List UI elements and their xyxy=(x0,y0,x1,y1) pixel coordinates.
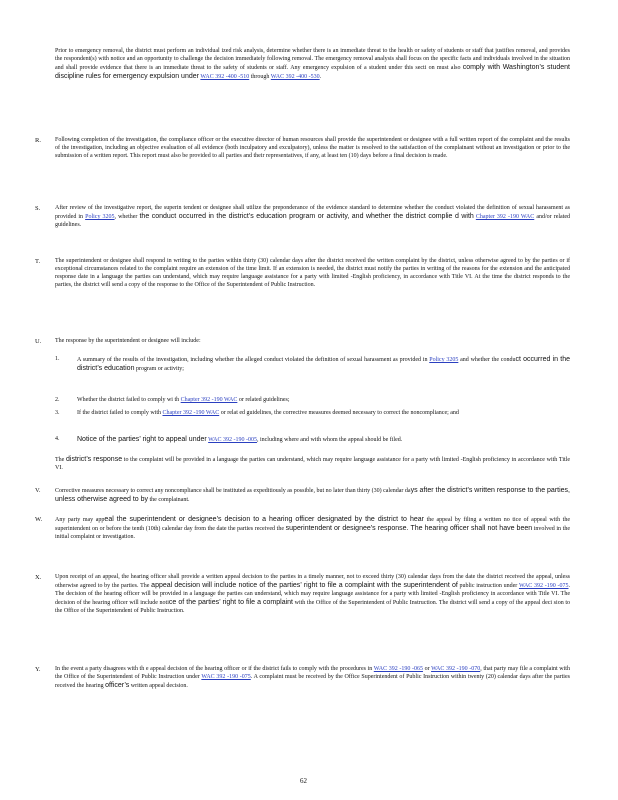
section-label: W. xyxy=(35,516,43,523)
section-text: to the complaint will be provided in a language the parties can understand, which may require language assistance for a party with limited -English proficiency in accordance with Title VI. xyxy=(55,457,570,471)
wac-chapter-link[interactable]: Chapter 392 -190 WAC xyxy=(475,213,535,220)
section-text: , that party may file a complaint with the Office of the Superintendent of Public Instruction under xyxy=(55,666,570,680)
section-s xyxy=(35,205,571,230)
list-number: 2. xyxy=(55,397,60,403)
list-text: and whether the condu xyxy=(460,357,516,363)
wac-link[interactable]: WAC 392 -400 -510 xyxy=(200,73,250,80)
section-text: The superintendent or designee shall respond in writing to the parties within thirty (30) calendar days after the district received the written complaint by the district, unless otherwise agreed to by the parties or if exceptional circumstances related to the complaint require an extension of the time limit. If an extension is needed, the district must notify the parties in writing of the reasons for the extension and the anticipated response date in a language the parties can understand, which may require language assistance for a party with limited -English proficiency, in accordance with Title VI. At the time the district responds to the parties, the district will send a copy of the response to the Office of the Superintendent of Public Instruction. xyxy=(55,258,570,288)
section-text: . A complaint must be received by the Office Superintendent of Public Instruction within twenty (20) calendar days after the parties received the hearing xyxy=(55,673,570,689)
section-u-response-note xyxy=(55,456,570,473)
list-text: A summary of the results of the investigation, including whether the alleged conduct violated the definition of sexual harassment as provided in xyxy=(77,357,428,363)
wac-chapter-link[interactable]: Chapter 392 -190 WAC xyxy=(162,410,220,416)
list-number: 4. xyxy=(55,436,60,442)
section-text: After review of the investigative report, the superin tendent or designee shall utilize the preponderance of the evidence standard to determine whether the conduct violated the definition of sexual harassment as provided in xyxy=(55,205,570,220)
wac-link[interactable]: WAC 392 -190 -070 xyxy=(431,666,481,672)
list-emphasis-text: Notice of the parties’ right to appeal under xyxy=(77,436,207,443)
section-text: the complainant. xyxy=(149,496,190,503)
section-emphasis-text: the conduct occurred in the district’s education program or activity, and whether the district complie d with xyxy=(139,212,474,220)
section-emphasis-text: officer’s xyxy=(105,681,130,689)
policy-link[interactable]: Policy 3205 xyxy=(85,213,115,220)
wac-link[interactable]: WAC 392 -400 -530 xyxy=(270,73,320,80)
intro-text: . xyxy=(319,73,322,80)
list-item xyxy=(55,397,570,405)
section-text: The response by the superintendent or designee will include: xyxy=(55,338,201,344)
list-number: 1. xyxy=(55,356,60,362)
section-r xyxy=(35,137,570,161)
list-text: If the district failed to comply with xyxy=(77,410,161,416)
section-text: The xyxy=(55,457,65,463)
section-text: Following completion of the investigation, the compliance officer or the executive director of human resources shall provide the superintendent or designee with a full written report of the complaint and the results of the investigation, including an objective evaluation of all evidence (both inculpatory and exculpatory), unless the matter is resolved to the satisfaction of the complainant without an investigation or prior to the submission of a written report. This report must also be provided to all parties and their representatives, if any, at least ten (10) days before a final decision is made. xyxy=(55,137,570,159)
list-item xyxy=(55,410,570,418)
wac-link[interactable]: WAC 392 -190 -075 xyxy=(201,673,251,680)
section-emphasis-text: ys after the district’s written response to the parties, unless otherwise agreed to by xyxy=(55,487,570,503)
section-text: public instruction under xyxy=(459,582,518,589)
section-text: Corrective measures necessary to correct any noncompliance shall be instituted as expeditiously as possible, but no later than thirty (30) calendar da xyxy=(55,488,411,494)
list-text: Whether the district failed to comply wi th xyxy=(77,397,180,403)
list-text: or related guidelines; xyxy=(238,397,290,403)
wac-link[interactable]: WAC 392 -190 -005 xyxy=(208,437,257,443)
section-text: Any party may app xyxy=(55,517,105,523)
section-emphasis-text: superintendent or designee’s response. The hearing officer shall not have been xyxy=(285,524,533,532)
list-text: or relat ed guidelines, the corrective measures deemed necessary to correct the noncompliance; and xyxy=(220,410,459,416)
list-number: 3. xyxy=(55,410,60,416)
section-u xyxy=(35,338,570,346)
section-label: R. xyxy=(35,137,41,144)
section-y xyxy=(35,666,570,691)
section-t xyxy=(35,258,570,290)
section-label: S. xyxy=(35,205,41,212)
policy-link[interactable]: Policy 3205 xyxy=(429,357,459,363)
section-v xyxy=(35,487,570,505)
list-text: , including where and with whom the appeal should be filed. xyxy=(256,437,403,443)
intro-text: Prior to emergency removal, the district must perform an individual ized risk analysis, determine whether there is an immediate threat to the health or safety of students or staff that justifies removal, and provides the respondent(s) with notice and an opportunity to challenge the decision immediately following removal. The emergency removal analysis shall focus on the specific facts and individuals involved in the situation and shall provide evidence that there is an immediate threat to the safety of students or staff. Any emergency expulsion of a student under this secti on must also xyxy=(55,48,570,71)
wac-link[interactable]: WAC 392 -190 -075 xyxy=(518,582,569,589)
list-emphasis-text: ct occurred in the district’s education xyxy=(77,356,570,372)
list-item xyxy=(55,436,570,445)
section-text: or xyxy=(424,666,430,672)
section-label: T. xyxy=(35,258,41,265)
section-w xyxy=(35,516,571,542)
page-number: 62 xyxy=(300,777,307,785)
list-item xyxy=(55,356,570,374)
section-emphasis-text: ce of the parties’ right to file a complaint xyxy=(168,598,293,606)
section-text: and/or related guidelines. xyxy=(55,213,571,228)
section-text: Upon receipt of an appeal, the hearing officer shall provide a written appeal decision to the parties in a timely manner, not to exceed thirty (30) calendar days from the date the district received the appeal, unless otherwise agreed to by the parties. The xyxy=(55,574,570,589)
section-text: with the Office of the Superintendent of Public Instruction. The district will send a copy of the appeal deci sion to the Office of the Superintendent of Public Instruction. xyxy=(55,599,570,614)
section-label: U. xyxy=(35,338,42,345)
section-text: involved in the initial complaint or investigation. xyxy=(55,525,571,540)
section-label: V. xyxy=(35,487,41,494)
wac-chapter-link[interactable]: Chapter 392 -190 WAC xyxy=(180,397,238,403)
intro-text: through xyxy=(250,73,270,80)
section-emphasis-text: appeal decision will include notice of the parties’ right to file a complaint with the superintendent of xyxy=(151,581,458,589)
section-text: the appeal by filing a written no tice of appeal with the superintendent on or before the tenth (10th) calendar day from the date the parties received the xyxy=(55,517,570,532)
section-text: written appeal decision. xyxy=(130,682,188,689)
wac-link[interactable]: WAC 392 -190 -065 xyxy=(373,666,423,672)
section-text: , whether xyxy=(114,213,138,220)
section-x xyxy=(35,574,570,616)
section-emphasis-text: eal the superintendent or designee’s decision to a hearing officer designated by the district to hear xyxy=(104,516,424,523)
intro-paragraph xyxy=(55,48,570,82)
list-text: program or activity; xyxy=(135,365,184,372)
section-text: In the event a party disagrees with th e appeal decision of the hearing officer or if the district fails to comply with the procedures in xyxy=(55,666,373,672)
intro-emphasis-text: comply with Washington’s student discipline rules for emergency expulsion under xyxy=(55,63,570,80)
section-emphasis-text: district’s response xyxy=(66,456,123,463)
section-text: . The decision of the hearing officer will be provided in a language the parties can understand, which may require language assistance for a party with limited -English proficiency in accordance with Title VI. The decision of the hearing officer will include noti xyxy=(55,582,570,606)
section-label: Y. xyxy=(35,666,41,673)
section-label: X. xyxy=(35,574,42,581)
